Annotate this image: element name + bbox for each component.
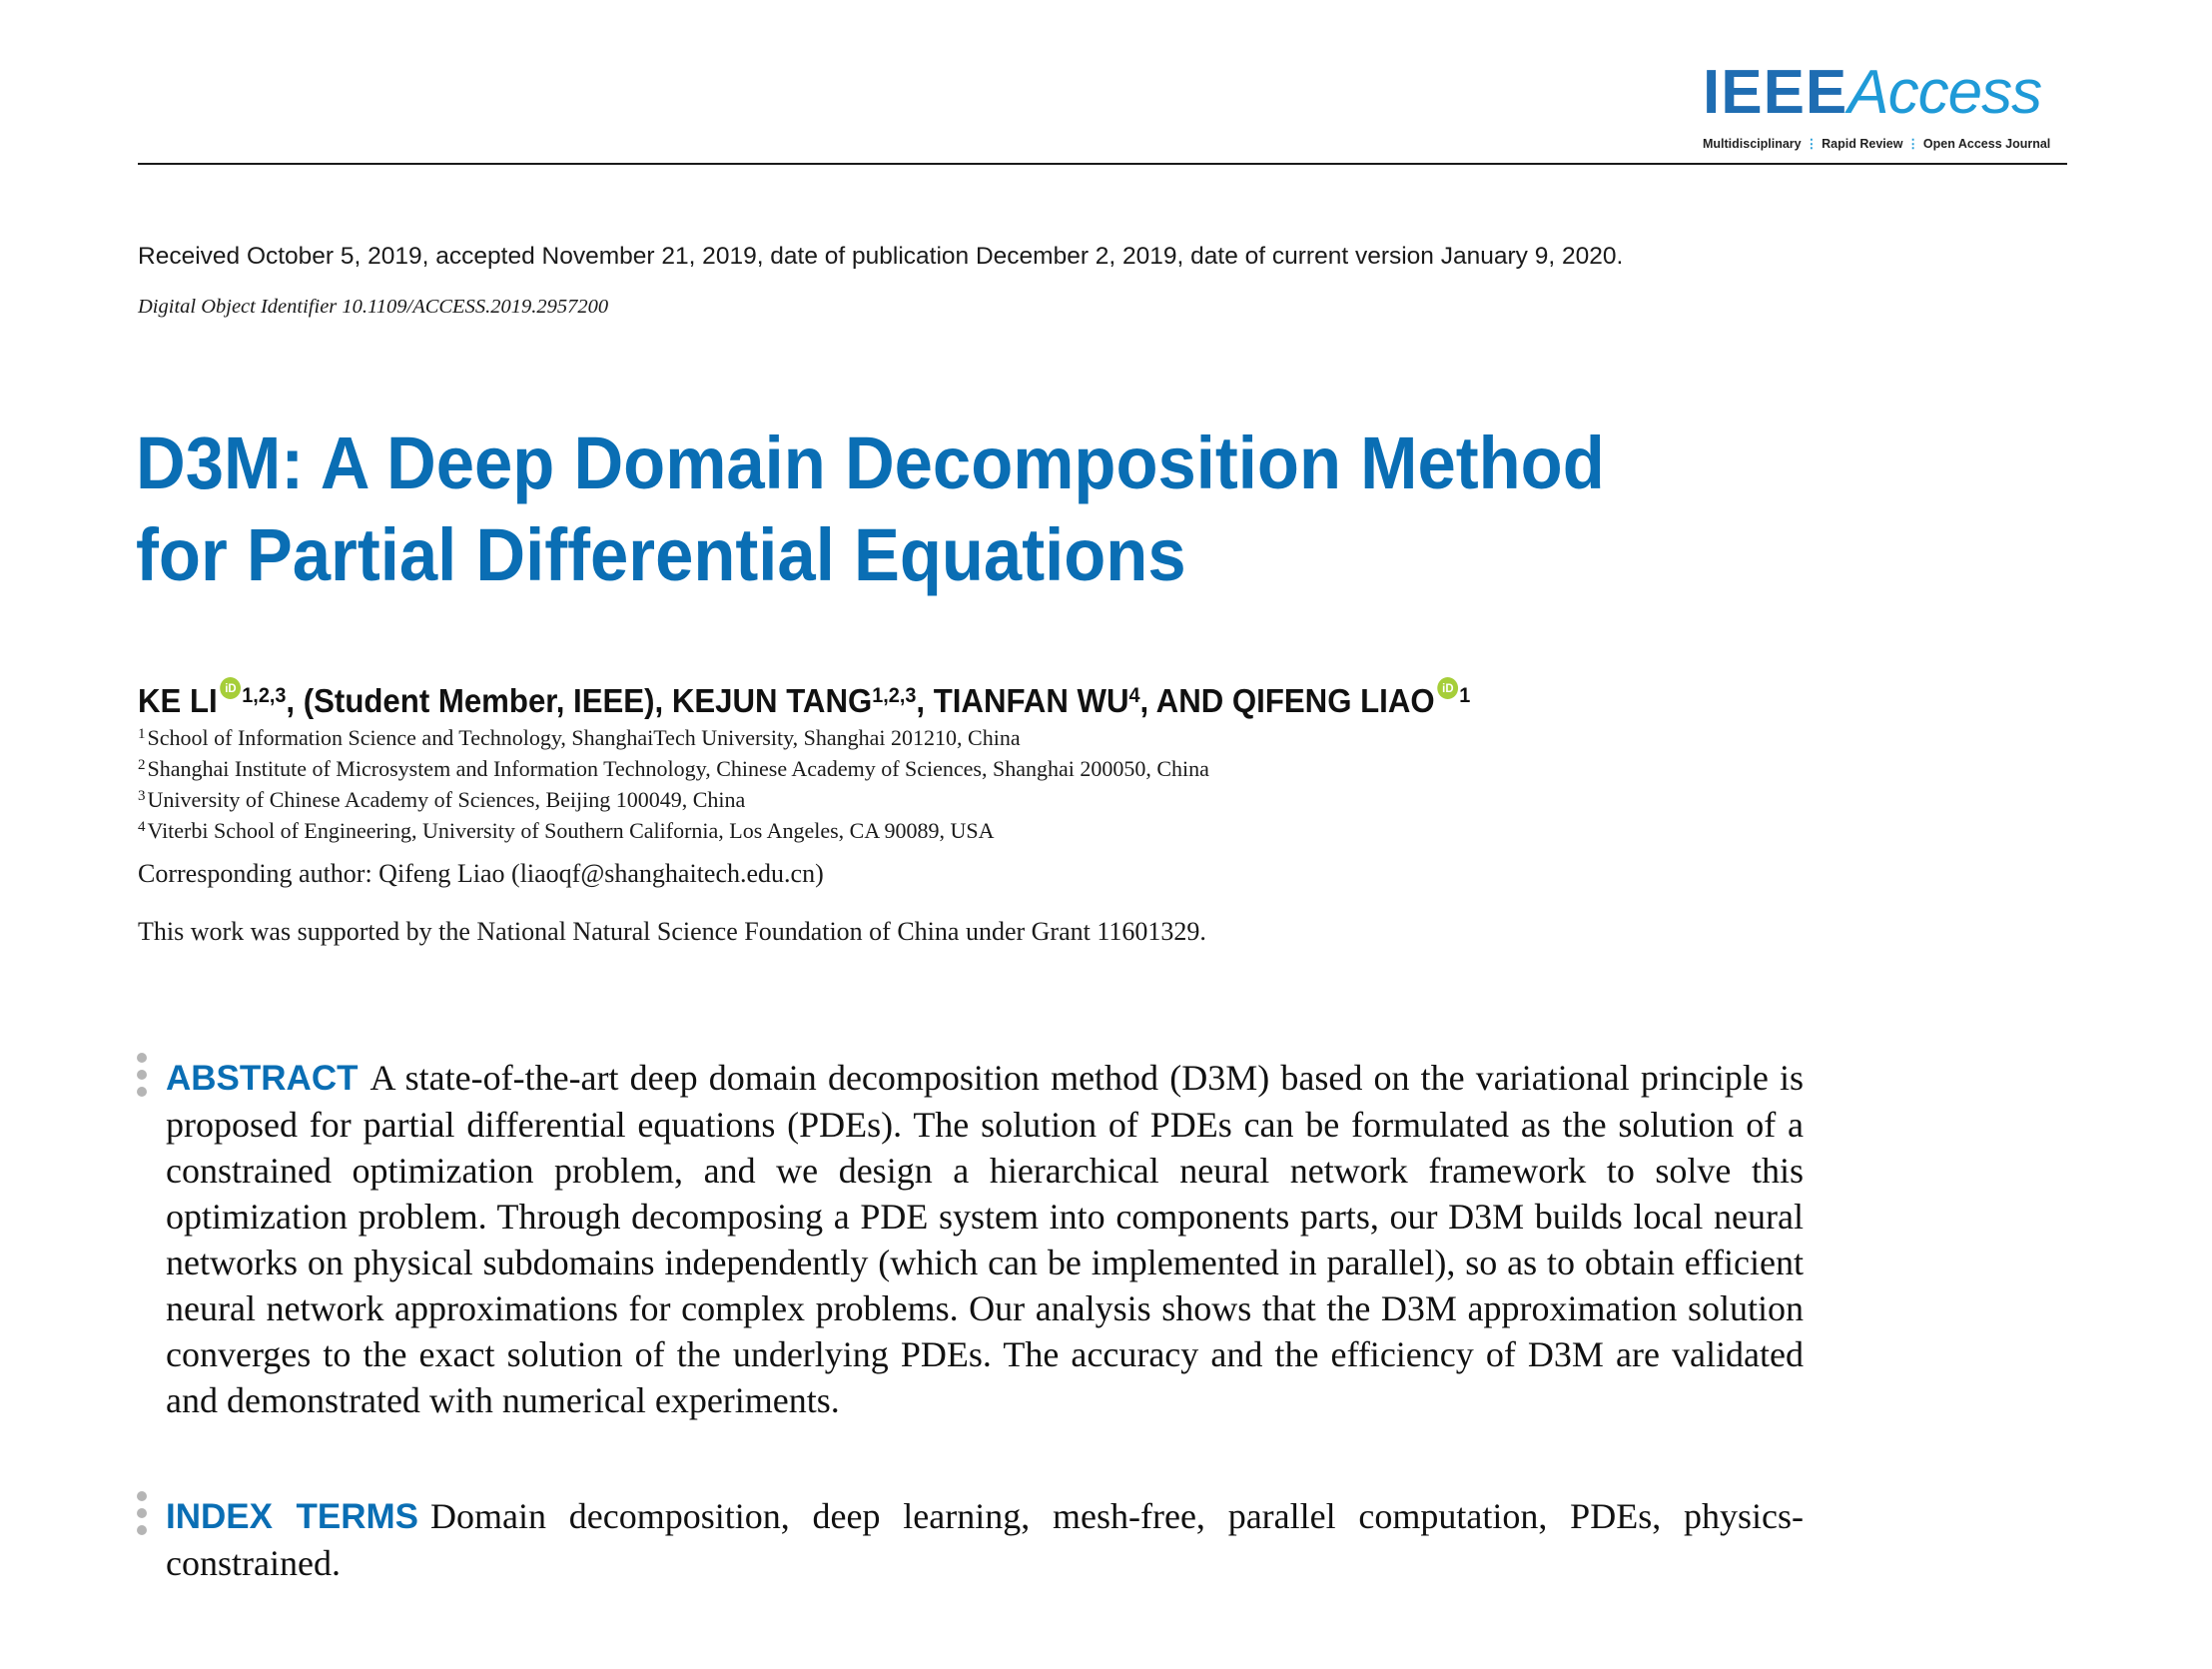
logo-access: Access: [1847, 58, 2042, 127]
affiliation-list: [138, 722, 1209, 846]
author-affil-sup: 1: [1459, 684, 1471, 707]
affiliation-number: 1: [138, 726, 146, 742]
logo-wordmark: [1703, 58, 2062, 127]
affiliation: [138, 722, 1209, 753]
tagline-item: Rapid Review: [1822, 137, 1903, 151]
author-list: [138, 677, 1470, 720]
doi: Digital Object Identifier 10.1109/ACCESS.2019.2957200: [138, 296, 609, 318]
author-name: KE LI: [138, 682, 218, 719]
author-name: KEJUN TANG: [671, 682, 873, 719]
author-membership: , (Student Member, IEEE),: [286, 682, 672, 719]
tagline-item: Multidisciplinary: [1703, 137, 1802, 151]
affiliation-number: 4: [138, 819, 146, 835]
title-line-2: for Partial Differential Equations: [136, 513, 1186, 596]
abstract-text: A state-of-the-art deep domain decomposition method (D3M) based on the variational principle is proposed for partial differential equations (PDEs). The solution of PDEs can be formulated as the solution of a constrained optimization problem, and we design a hierarchical neural network framework to solve this optimization problem. Through decomposing a PDE system into components parts, our D3M builds local neural networks on physical subdomains independently (which can be implemented in parallel), so as to obtain efficient neural network approximations for complex problems. Our analysis shows that the D3M approximation solution converges to the exact solution of the underlying PDEs. The accuracy and the efficiency of D3M are validated and demonstrated with numerical experiments.: [166, 1058, 1804, 1420]
drag-handle-icon[interactable]: [137, 1491, 149, 1542]
corresponding-author: Corresponding author: Qifeng Liao (liaoqf@shanghaitech.edu.cn): [138, 859, 824, 888]
journal-logo: [1703, 58, 2062, 151]
index-terms-text: Domain decomposition, deep learning, mesh-free, parallel computation, PDEs, physics-constrained.: [166, 1496, 1804, 1583]
orcid-icon[interactable]: iD: [1437, 677, 1458, 699]
affiliation-number: 3: [138, 788, 146, 804]
index-terms-label: INDEX TERMS: [166, 1497, 418, 1536]
author-affil-sup: 1,2,3: [242, 684, 287, 707]
author-name: , TIANFAN WU: [916, 682, 1129, 719]
paper-title: [136, 417, 1900, 601]
affiliation-text: School of Information Science and Technology, ShanghaiTech University, Shanghai 201210, China: [147, 725, 1021, 750]
abstract: [166, 1055, 1804, 1423]
affiliation: [138, 784, 1209, 815]
affiliation-text: Viterbi School of Engineering, University of Southern California, Los Angeles, CA 90089, USA: [147, 818, 995, 843]
tagline-item: Open Access Journal: [1922, 137, 2051, 151]
orcid-icon[interactable]: iD: [221, 677, 242, 699]
affiliation-text: Shanghai Institute of Microsystem and Information Technology, Chinese Academy of Sciences, Shanghai 200050, China: [147, 756, 1209, 781]
logo-ieee: IEEE: [1703, 58, 1848, 127]
index-terms: [166, 1493, 1804, 1586]
affiliation: [138, 815, 1209, 846]
author-affil-sup: 1,2,3: [872, 684, 917, 707]
abstract-label: ABSTRACT: [166, 1059, 359, 1098]
funding-note: This work was supported by the National Natural Science Foundation of China under Grant 11601329.: [138, 917, 1206, 946]
tagline-separator: ⋮: [1805, 137, 1819, 151]
affiliation-text: University of Chinese Academy of Sciences, Beijing 100049, China: [147, 787, 746, 812]
received-dates: Received October 5, 2019, accepted November 21, 2019, date of publication December 2, 2019, date of current version January 9, 2020.: [138, 243, 1624, 270]
affiliation: [138, 753, 1209, 784]
logo-tagline: [1703, 136, 2062, 151]
title-line-1: D3M: A Deep Domain Decomposition Method: [136, 421, 1605, 504]
author-affil-sup: 4: [1128, 684, 1140, 707]
author-name: , AND QIFENG LIAO: [1139, 682, 1435, 719]
affiliation-number: 2: [138, 757, 146, 773]
header-rule: [138, 163, 2067, 165]
drag-handle-icon[interactable]: [137, 1053, 149, 1104]
tagline-separator: ⋮: [1906, 137, 1919, 151]
